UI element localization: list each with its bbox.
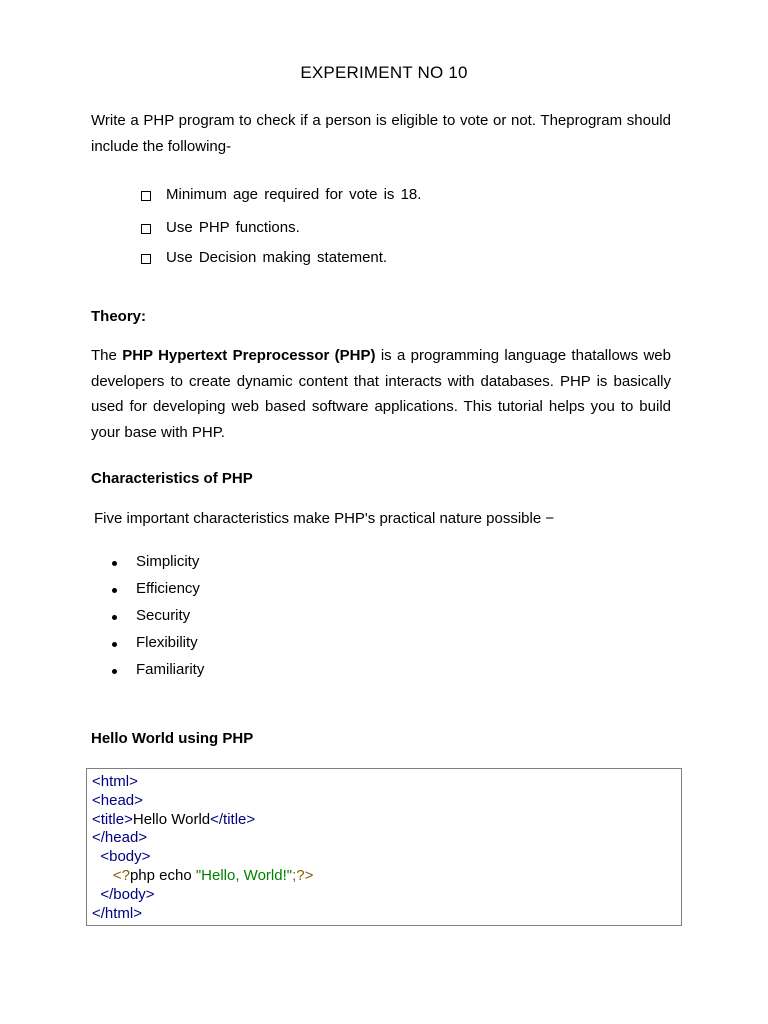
bullet-icon [112, 642, 117, 647]
bullet-icon [112, 615, 117, 620]
code-line: <body> [100, 848, 151, 866]
code-line: </html> [92, 904, 143, 922]
intro-paragraph: Write a PHP program to check if a person is eligible to vote or not. Theprogram should include the following- [91, 112, 671, 155]
checkbox-icon [141, 224, 151, 234]
bullet-icon [112, 561, 117, 566]
code-line: <?php echo "Hello, World!";?> [112, 866, 314, 884]
characteristics-heading: Characteristics of PHP [91, 470, 253, 487]
document-page: EXPERIMENT NO 10 Write a PHP program to check if a person is eligible to vote or not. Theprogram should include the following- Minimum age required for vote is 18. Use PHP functions. Use Decision making statement. Theory: The PHP Hypertext Preprocessor (PHP) is a programming language thatallows web developers to create dynamic content that interacts with databases. PHP is basically used for developing web based software applications. This tutorial helps you to build your base with PHP. Characteristics of PHP Five important characteristics make PHP's practical nature possible − Simplicity Efficiency Security Flexibility Familiarity Hello World using PHP <html> <head> <title>Hello World</title> </head> <body> <?php echo "Hello, World!";?> </body> </html> [0, 0, 768, 1024]
code-block [86, 768, 682, 926]
php-term: PHP Hypertext Preprocessor (PHP) [122, 347, 376, 364]
bullet-icon [112, 669, 117, 674]
code-line: <html> [92, 773, 138, 790]
bullet-icon [112, 588, 117, 593]
code-line: <title>Hello World</title> [92, 810, 256, 828]
checkbox-icon [141, 191, 151, 201]
theory-heading: Theory: [91, 308, 147, 325]
page-title: EXPERIMENT NO 10 [300, 63, 468, 82]
checkbox-icon [141, 254, 151, 264]
code-line: </body> [100, 885, 155, 903]
hello-world-heading: Hello World using PHP [91, 730, 254, 747]
code-line: <head> [92, 791, 143, 809]
code-line: </head> [92, 829, 148, 847]
characteristics-intro: Five important characteristics make PHP's practical nature possible − [94, 510, 555, 527]
theory-paragraph: The PHP Hypertext Preprocessor (PHP) is a programming language thatallows web developers to create dynamic content that interacts with databases. PHP is basically used for developing web based software applications. This tutorial helps you to build your base with PHP. [91, 347, 671, 441]
